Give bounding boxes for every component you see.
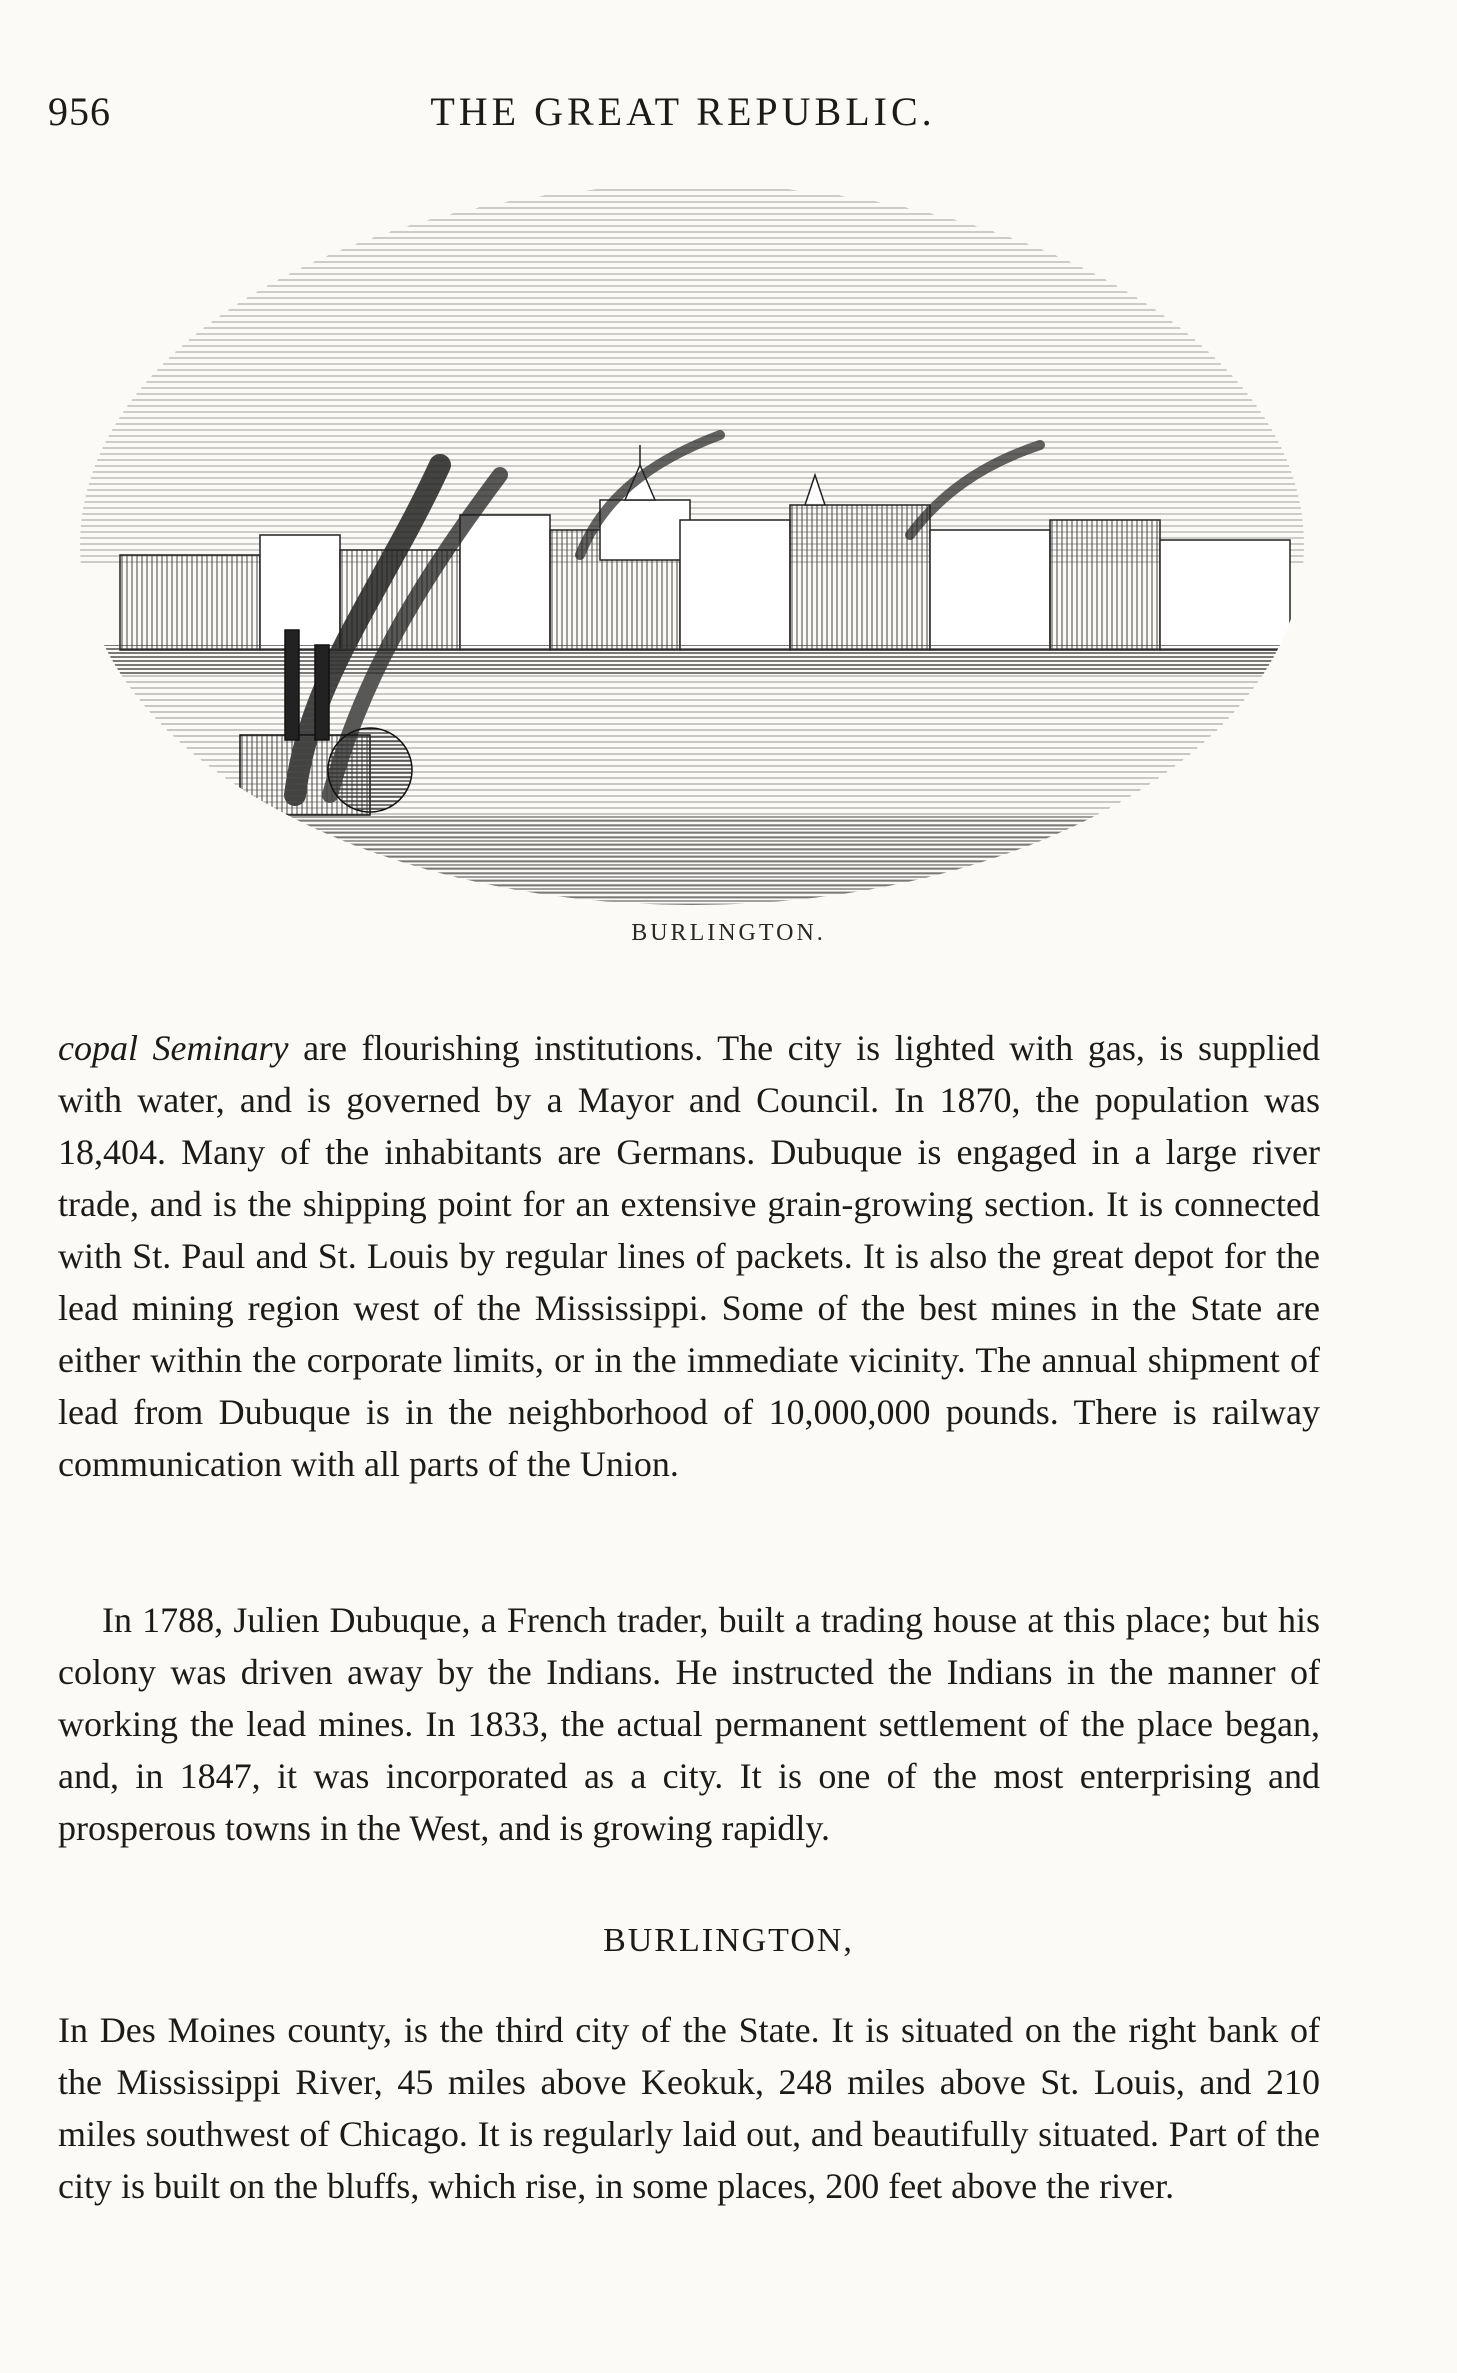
burlington-engraving: [80, 175, 1305, 915]
paragraph-2: [58, 1594, 1320, 1854]
paragraph-1-text: are flourishing institutions. The city is lighted with gas, is supplied with water, and is governed by a Mayor and Council. In 1870, the population was 18,404. Many of the inhabitants are Germans. Dubuque is engaged in a large river trade, and is the shipping point for an extensive grain-growing section. It is connected with St. Paul and St. Louis by regular lines of packets. It is also the great depot for the lead mining region west of the Mississippi. Some of the best mines in the State are either within the corporate limits, or in the immediate vicinity. The annual shipment of lead from Dubuque is in the neighborhood of 10,000,000 pounds. There is railway communication with all parts of the Union.: [58, 1028, 1320, 1484]
paragraph-3: [58, 2004, 1320, 2212]
illustration-caption: BURLINGTON.: [631, 920, 826, 946]
page-number: 956: [48, 89, 111, 134]
running-title: THE GREAT REPUBLIC.: [430, 89, 936, 134]
section-heading: BURLINGTON,: [603, 1922, 854, 1959]
italic-lead: copal Seminary: [58, 1028, 289, 1068]
paragraph-2-text: In 1788, Julien Dubuque, a French trader, built a trading house at this place; but his colony was driven away by the Indians. He instructed the Indians in the manner of working the lead mines. In 1833, the actual permanent settlement of the place began, and, in 1847, it was incorporated as a city. It is one of the most enterprising and prosperous towns in the West, and is growing rapidly.: [58, 1600, 1320, 1848]
paragraph-3-text: In Des Moines county, is the third city of the State. It is situated on the right bank of the Mississippi River, 45 miles above Keokuk, 248 miles above St. Louis, and 210 miles southwest of Chicago. It is regularly laid out, and beautifully situated. Part of the city is built on the bluffs, which rise, in some places, 200 feet above the river.: [58, 2010, 1320, 2206]
paragraph-1: [58, 1022, 1320, 1490]
page-header: [48, 88, 1318, 138]
